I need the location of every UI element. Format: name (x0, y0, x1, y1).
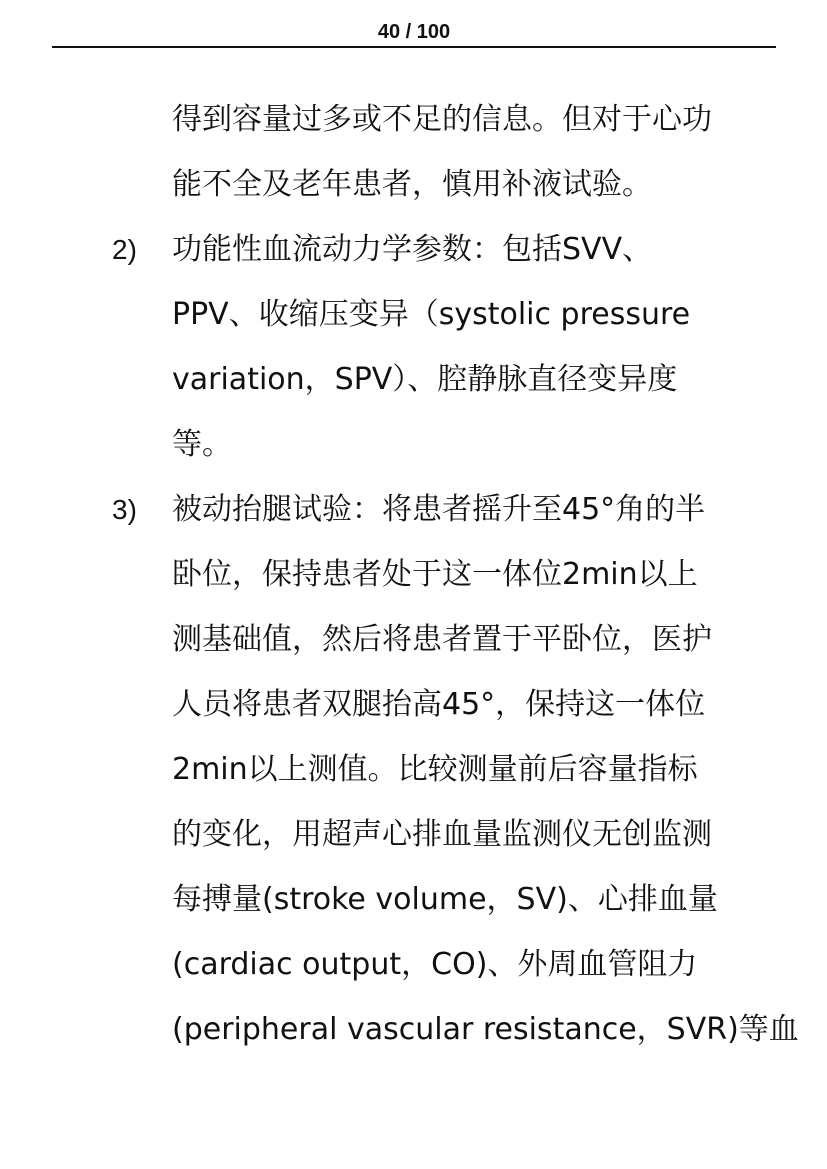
list-item-3-line: 人员将患者双腿抬高45°，保持这一体位 (172, 687, 706, 722)
paragraph-line: 得到容量过多或不足的信息。但对于心功 (172, 102, 712, 137)
page-number: 40 / 100 (377, 21, 451, 43)
list-item-2-line: 功能性血流动力学参数：包括SVV、 (172, 232, 653, 267)
page-header (52, 18, 776, 48)
list-item-2-line: variation，SPV）、腔静脉直径变异度 (172, 362, 678, 397)
list-item-3-line: 被动抬腿试验：将患者摇升至45°角的半 (172, 492, 706, 527)
list-item-2-line: 等。 (172, 427, 232, 462)
list-marker-3: 3) (112, 494, 137, 525)
list-item-3-line: 2min以上测值。比较测量前后容量指标 (172, 752, 698, 787)
list-item-3-line: (cardiac output，CO)、外周血管阻力 (172, 947, 698, 982)
paragraph-line: 能不全及老年患者，慎用补液试验。 (172, 167, 652, 202)
list-item-3-line: 卧位，保持患者处于这一体位2min以上 (172, 557, 698, 592)
list-item-3-line: 每搏量(stroke volume，SV)、心排血量 (172, 882, 718, 917)
list-item-3-line: (peripheral vascular resistance，SVR)等血 (172, 1012, 799, 1047)
list-item-3-line: 测基础值，然后将患者置于平卧位，医护 (172, 622, 712, 657)
list-item-2-line: PPV、收缩压变异（systolic pressure (172, 297, 691, 332)
list-item-3-line: 的变化，用超声心排血量监测仪无创监测 (172, 817, 712, 852)
list-marker-2: 2) (112, 234, 137, 265)
